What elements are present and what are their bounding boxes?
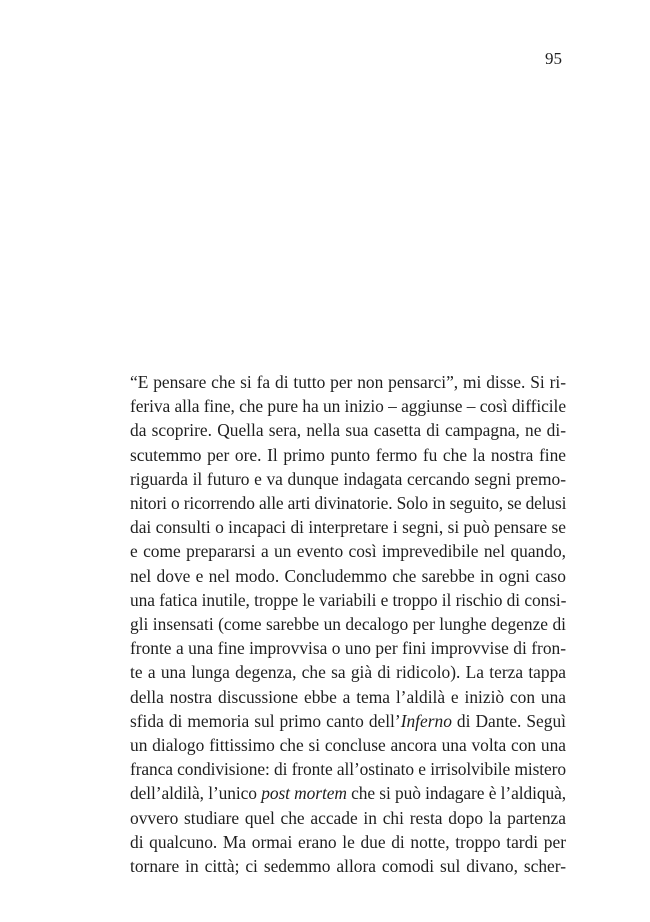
text-segment: te a una lunga degenza, che sa già di ridicolo). La terza tappa bbox=[130, 662, 566, 683]
text-line bbox=[130, 588, 566, 612]
text-line bbox=[130, 854, 566, 878]
text-segment: scutemmo per ore. Il primo punto fermo fu che la nostra fine bbox=[130, 444, 566, 465]
text-line bbox=[130, 539, 566, 563]
text-segment: ovvero studiare quel che accade in chi resta dopo la partenza bbox=[130, 807, 566, 828]
text-line bbox=[130, 806, 566, 830]
text-line bbox=[130, 515, 566, 539]
text-line bbox=[130, 612, 566, 636]
text-segment: fronte a una fine improvvisa o uno per fini improvvise di fron- bbox=[130, 638, 566, 659]
text-segment: di Dante. Seguì bbox=[451, 710, 566, 731]
text-segment: da scoprire. Quella sera, nella sua casetta di campagna, ne di- bbox=[130, 420, 566, 441]
text-segment: un dialogo fittissimo che si concluse ancora una volta con una bbox=[130, 735, 566, 756]
text-line bbox=[130, 370, 566, 394]
italic-title: post mortem bbox=[261, 783, 347, 804]
text-segment: dell’aldilà, l’unico bbox=[130, 783, 262, 804]
text-segment: nitori o ricorrendo alle arti divinatorie. Solo in seguito, se delusi bbox=[130, 493, 567, 514]
text-line bbox=[130, 781, 566, 805]
text-line bbox=[130, 757, 566, 781]
italic-title: Inferno bbox=[400, 710, 452, 731]
text-segment: feriva alla fine, che pure ha un inizio – aggiunse – così difficile bbox=[130, 396, 566, 417]
text-segment: tornare in città; ci sedemmo allora comodi sul divano, scher- bbox=[130, 856, 566, 877]
text-segment: gli insensati (come sarebbe un decalogo per lunghe degenze di bbox=[130, 614, 566, 635]
text-line bbox=[130, 733, 566, 757]
text-line bbox=[130, 685, 566, 709]
text-segment: che si può indagare è l’aldiquà, bbox=[346, 783, 567, 804]
text-segment: della nostra discussione ebbe a tema l’aldilà e iniziò con una bbox=[130, 686, 566, 707]
text-segment: “E pensare che si fa di tutto per non pensarci”, mi disse. Si ri- bbox=[130, 372, 566, 392]
text-segment: di qualcuno. Ma ormai erano le due di notte, troppo tardi per bbox=[130, 831, 566, 852]
text-line bbox=[130, 564, 566, 588]
text-line bbox=[130, 443, 566, 467]
text-line bbox=[130, 418, 566, 442]
text-line bbox=[130, 709, 566, 733]
page-number: 95 bbox=[545, 49, 562, 68]
text-line bbox=[130, 660, 566, 684]
text-line bbox=[130, 830, 566, 854]
text-segment: sfida di memoria sul primo canto dell’ bbox=[130, 710, 401, 731]
text-segment: e come prepararsi a un evento così imprevedibile nel quando, bbox=[130, 541, 566, 562]
text-segment: nel dove e nel modo. Concludemmo che sarebbe in ogni caso bbox=[130, 565, 566, 586]
text-segment: dai consulti o incapaci di interpretare i segni, si può pensare se bbox=[130, 517, 566, 538]
text-segment: riguarda il futuro e va dunque indagata cercando segni premo- bbox=[130, 468, 566, 489]
text-line bbox=[130, 491, 566, 515]
body-paragraph bbox=[130, 370, 566, 878]
text-segment: franca condivisione: di fronte all’ostinato e irrisolvibile mistero bbox=[130, 759, 566, 780]
text-line bbox=[130, 467, 566, 491]
text-line bbox=[130, 636, 566, 660]
text-segment: una fatica inutile, troppe le variabili e troppo il rischio di consi- bbox=[130, 589, 567, 610]
text-line bbox=[130, 394, 566, 418]
